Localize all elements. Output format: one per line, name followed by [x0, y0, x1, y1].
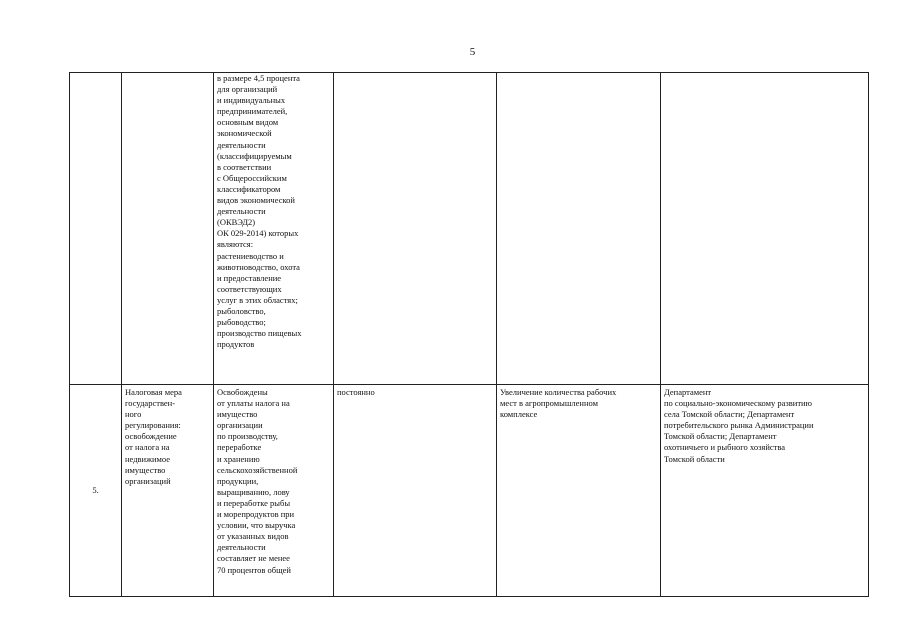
measure-cell — [122, 385, 214, 597]
result-cell — [497, 73, 661, 385]
cell-text-line: и хранению — [217, 453, 260, 464]
cell-text-line: села Томской области; Департамент — [664, 409, 795, 420]
cell-text-line: организации — [217, 420, 263, 431]
cell-text-line: предпринимателей, — [217, 106, 288, 117]
cell-text-line: мест в агропромышленном — [500, 398, 598, 409]
cell-text-line: государствен- — [125, 398, 176, 409]
cell-text-line: продукции, — [217, 475, 259, 486]
cell-text-line: Департамент — [664, 387, 712, 397]
cell-text-line: с Общероссийским — [217, 172, 287, 183]
cell-text-line: регулирования: — [125, 420, 181, 431]
cell-text-line: сельскохозяйственной — [217, 464, 298, 475]
cell-text-line: производство пищевых — [217, 328, 302, 339]
cell-text-line: услуг в этих областях; — [217, 294, 298, 305]
cell-text-line: деятельности — [217, 542, 266, 553]
cell-text-line: составляет не менее — [217, 553, 290, 564]
row-number: 5. — [92, 484, 99, 495]
cell-text-line: основным видом — [217, 117, 279, 128]
cell-text-line: и морепродуктов при — [217, 509, 295, 520]
table-row — [70, 385, 869, 597]
cell-text-line: для организаций — [217, 84, 278, 95]
row-number-cell — [70, 385, 122, 597]
cell-text-line: растениеводство и — [217, 250, 284, 261]
description-cell — [214, 73, 334, 385]
cell-text-line: имущество — [217, 409, 258, 420]
cell-text-line: Томской области; Департамент — [664, 431, 777, 442]
cell-text-line: имущество — [125, 464, 166, 475]
cell-text-line: (классифицируемым — [217, 150, 292, 161]
cell-text-line: экономической — [217, 128, 272, 139]
cell-text-line: по социально-экономическому развитию — [664, 398, 812, 409]
cell-text-line: постоянно — [337, 387, 375, 397]
cell-text-line: от уплаты налога на — [217, 398, 290, 409]
cell-text-line: являются: — [217, 239, 254, 250]
cell-text-line: классификатором — [217, 183, 281, 194]
cell-text-line: от налога на — [125, 442, 170, 453]
measures-table — [69, 72, 869, 597]
cell-text-line: по производству, — [217, 431, 278, 442]
result-cell — [497, 385, 661, 597]
cell-text-line: в размере 4,5 процента — [217, 73, 300, 83]
cell-text-line: освобождение — [125, 431, 177, 442]
cell-text-line: в соответствии — [217, 161, 272, 172]
cell-text-line: условии, что выручка — [217, 520, 296, 531]
cell-text-line: от указанных видов — [217, 531, 289, 542]
measure-cell — [122, 73, 214, 385]
cell-text-line: животноводство, охота — [217, 261, 300, 272]
cell-text-line: рыбоводство; — [217, 317, 266, 328]
cell-text-line: продуктов — [217, 339, 255, 350]
cell-text-line: недвижимое — [125, 453, 171, 464]
cell-text-line: Увеличение количества рабочих — [500, 387, 617, 397]
cell-text-line: Налоговая мера — [125, 387, 182, 397]
responsible-cell — [661, 385, 869, 597]
cell-text-line: соответствующих — [217, 283, 282, 294]
cell-text-line: (ОКВЭД2) — [217, 217, 256, 228]
cell-text-line: 70 процентов общей — [217, 564, 291, 575]
term-cell — [334, 385, 497, 597]
cell-text-line: Томской области — [664, 453, 725, 464]
cell-text-line: выращиванию, лову — [217, 486, 290, 497]
cell-text-line: деятельности — [217, 206, 266, 217]
description-cell — [214, 385, 334, 597]
cell-text-line: деятельности — [217, 139, 266, 150]
cell-text-line: комплексе — [500, 409, 538, 420]
cell-text-line: ОК 029-2014) которых — [217, 228, 299, 239]
cell-text-line: переработке — [217, 442, 262, 453]
cell-text-line: рыболовство, — [217, 305, 266, 316]
cell-text-line: ного — [125, 409, 142, 420]
term-cell — [334, 73, 497, 385]
cell-text-line: видов экономической — [217, 195, 295, 206]
cell-text-line: охотничьего и рыбного хозяйства — [664, 442, 786, 453]
page-number: 5 — [469, 46, 476, 58]
row-number-cell — [70, 73, 122, 385]
cell-text-line: и индивидуальных — [217, 95, 286, 106]
cell-text-line: и переработке рыбы — [217, 497, 291, 508]
responsible-cell — [661, 73, 869, 385]
cell-text-line: и предоставление — [217, 272, 282, 283]
table-row — [70, 73, 869, 385]
cell-text-line: Освобождены — [217, 387, 268, 397]
cell-text-line: организаций — [125, 475, 171, 486]
cell-text-line: потребительского рынка Администрации — [664, 420, 814, 431]
